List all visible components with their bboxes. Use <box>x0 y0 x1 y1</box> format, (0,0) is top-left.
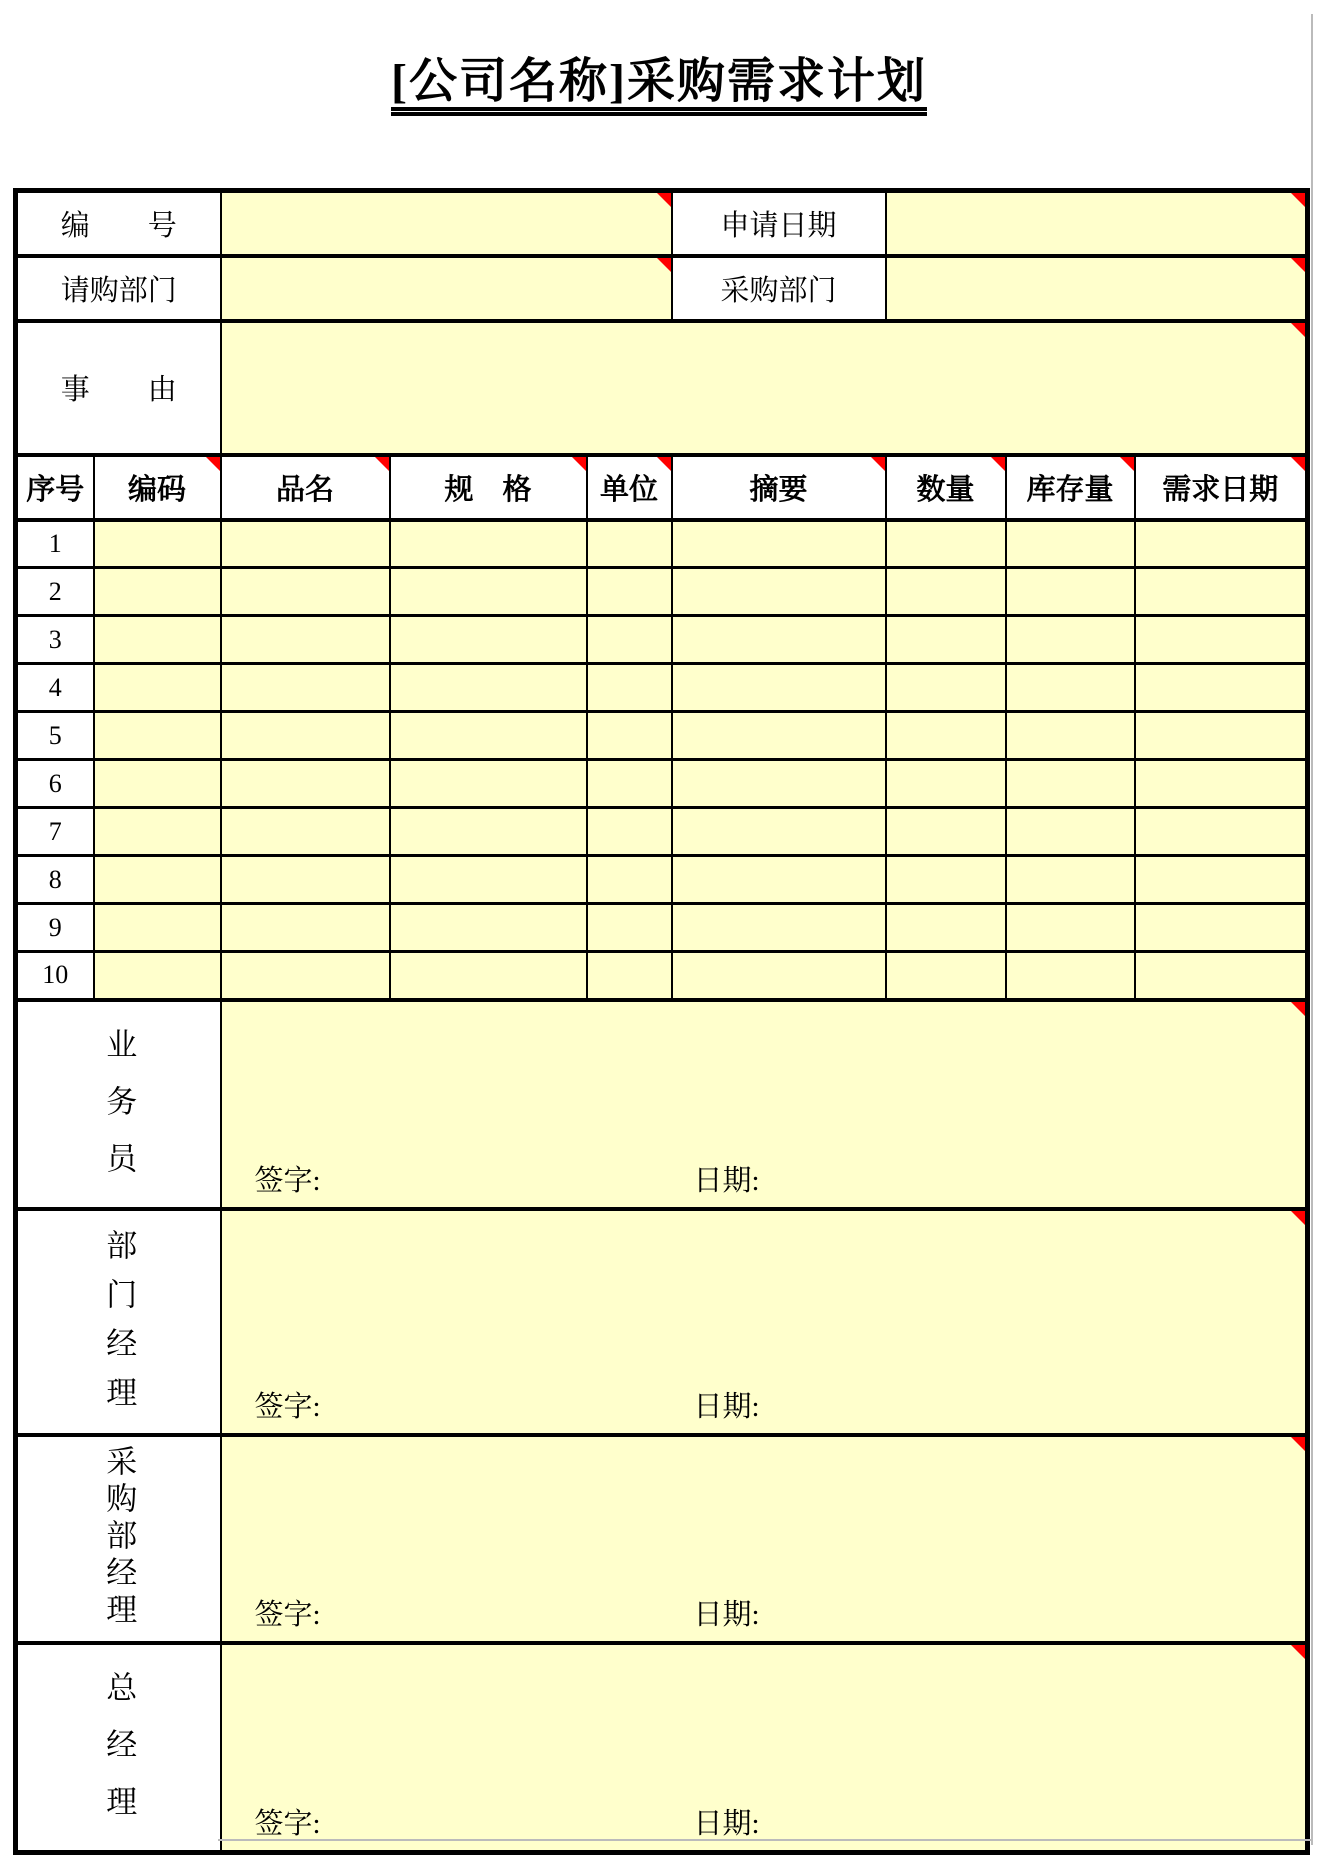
item-cell-date[interactable] <box>1135 856 1308 904</box>
column-header-summary <box>672 455 886 520</box>
item-cell-spec[interactable] <box>390 664 587 712</box>
item-cell-qty[interactable] <box>886 568 1006 616</box>
item-cell-summary[interactable] <box>672 568 886 616</box>
item-cell-date[interactable] <box>1135 760 1308 808</box>
purchase-dept-label: 采购部门 <box>672 256 886 321</box>
form-row-number <box>16 191 1308 256</box>
signature-label: 签字: <box>254 1807 321 1840</box>
page-title-text: [公司名称]采购需求计划 <box>391 55 927 108</box>
number-input-cell[interactable] <box>221 191 672 256</box>
comment-marker-icon <box>1291 1437 1305 1451</box>
approval-row-purchase-manager <box>16 1435 1308 1643</box>
item-cell-code[interactable] <box>94 568 221 616</box>
column-header-code-text: 编码 <box>128 473 187 506</box>
approver-role-label <box>16 1209 221 1435</box>
signature-label: 签字: <box>254 1390 321 1423</box>
column-header-spec-text: 规 格 <box>444 473 532 506</box>
signature-label: 签字: <box>254 1598 321 1631</box>
column-header-spec <box>390 455 587 520</box>
request-dept-input-cell[interactable] <box>221 256 672 321</box>
item-cell-name[interactable] <box>221 616 390 664</box>
date-label: 日期: <box>693 1164 760 1197</box>
table-row <box>16 856 1308 904</box>
item-cell-qty[interactable] <box>886 712 1006 760</box>
approver-role-label <box>16 1000 221 1209</box>
item-cell-name[interactable] <box>221 568 390 616</box>
item-cell-name[interactable] <box>221 712 390 760</box>
comment-marker-icon <box>657 258 671 272</box>
date-label: 日期: <box>693 1807 760 1840</box>
item-cell-spec[interactable] <box>390 808 587 856</box>
item-cell-spec[interactable] <box>390 904 587 952</box>
item-cell-stock[interactable] <box>1006 760 1135 808</box>
approval-signature-area[interactable] <box>221 1209 1308 1435</box>
item-cell-qty[interactable] <box>886 760 1006 808</box>
table-row <box>16 808 1308 856</box>
comment-marker-icon <box>1291 1211 1305 1225</box>
column-header-unit-text: 单位 <box>600 473 659 506</box>
item-cell-stock[interactable] <box>1006 712 1135 760</box>
table-row <box>16 520 1308 568</box>
item-cell-summary[interactable] <box>672 808 886 856</box>
item-cell-name[interactable] <box>221 904 390 952</box>
approver-role-label <box>16 1643 221 1853</box>
table-row <box>16 664 1308 712</box>
page-boundary-line <box>218 1839 1313 1841</box>
purchase-dept-input-cell[interactable] <box>886 256 1308 321</box>
item-cell-stock[interactable] <box>1006 664 1135 712</box>
approval-signature-area[interactable] <box>221 1643 1308 1853</box>
row-number: 5 <box>16 712 94 760</box>
item-cell-unit[interactable] <box>587 568 672 616</box>
item-cell-summary[interactable] <box>672 616 886 664</box>
item-cell-name[interactable] <box>221 808 390 856</box>
item-cell-stock[interactable] <box>1006 568 1135 616</box>
column-header-code <box>94 455 221 520</box>
item-cell-code[interactable] <box>94 520 221 568</box>
approval-row-salesperson <box>16 1000 1308 1209</box>
item-cell-qty[interactable] <box>886 520 1006 568</box>
item-cell-stock[interactable] <box>1006 616 1135 664</box>
approval-row-dept-manager <box>16 1209 1308 1435</box>
item-cell-qty[interactable] <box>886 808 1006 856</box>
approval-signature-area[interactable] <box>221 1435 1308 1643</box>
item-cell-name[interactable] <box>221 856 390 904</box>
item-cell-unit[interactable] <box>587 808 672 856</box>
item-cell-unit[interactable] <box>587 904 672 952</box>
column-header-name <box>221 455 390 520</box>
comment-marker-icon <box>572 457 586 471</box>
row-number: 3 <box>16 616 94 664</box>
item-cell-unit[interactable] <box>587 520 672 568</box>
comment-marker-icon <box>1291 1645 1305 1659</box>
item-cell-date[interactable] <box>1135 616 1308 664</box>
comment-marker-icon <box>657 193 671 207</box>
request-dept-label: 请购部门 <box>16 256 221 321</box>
apply-date-label: 申请日期 <box>672 191 886 256</box>
item-cell-name[interactable] <box>221 520 390 568</box>
form-row-reason <box>16 321 1308 455</box>
comment-marker-icon <box>1291 258 1305 272</box>
column-header-date <box>1135 455 1308 520</box>
item-cell-spec[interactable] <box>390 952 587 1000</box>
column-header-summary-text: 摘要 <box>749 473 808 506</box>
item-cell-unit[interactable] <box>587 856 672 904</box>
item-cell-code[interactable] <box>94 712 221 760</box>
approver-role-text: 部门经理 <box>101 1228 137 1425</box>
row-number: 1 <box>16 520 94 568</box>
column-header-qty-text: 数量 <box>916 473 975 506</box>
form-row-departments <box>16 256 1308 321</box>
row-number: 6 <box>16 760 94 808</box>
approver-role-label <box>16 1435 221 1643</box>
row-number: 9 <box>16 904 94 952</box>
item-cell-stock[interactable] <box>1006 520 1135 568</box>
signature-label: 签字: <box>254 1164 321 1197</box>
table-row <box>16 760 1308 808</box>
page-title <box>0 42 1318 111</box>
table-row <box>16 568 1308 616</box>
item-cell-summary[interactable] <box>672 664 886 712</box>
item-cell-qty[interactable] <box>886 952 1006 1000</box>
item-cell-summary[interactable] <box>672 856 886 904</box>
apply-date-input-cell[interactable] <box>886 191 1308 256</box>
item-cell-stock[interactable] <box>1006 808 1135 856</box>
table-row <box>16 712 1308 760</box>
item-cell-unit[interactable] <box>587 760 672 808</box>
item-cell-qty[interactable] <box>886 904 1006 952</box>
item-cell-spec[interactable] <box>390 520 587 568</box>
page-boundary-line <box>1311 14 1313 1845</box>
table-row <box>16 904 1308 952</box>
item-cell-spec[interactable] <box>390 568 587 616</box>
item-cell-name[interactable] <box>221 664 390 712</box>
item-cell-code[interactable] <box>94 904 221 952</box>
comment-marker-icon <box>1291 323 1305 337</box>
item-cell-unit[interactable] <box>587 664 672 712</box>
reason-input-cell[interactable] <box>221 321 1308 455</box>
item-cell-code[interactable] <box>94 760 221 808</box>
item-cell-date[interactable] <box>1135 664 1308 712</box>
item-cell-unit[interactable] <box>587 616 672 664</box>
column-header-stock <box>1006 455 1135 520</box>
column-header-name-text: 品名 <box>276 473 335 506</box>
item-cell-date[interactable] <box>1135 904 1308 952</box>
comment-marker-icon <box>1291 193 1305 207</box>
item-cell-code[interactable] <box>94 952 221 1000</box>
item-cell-stock[interactable] <box>1006 952 1135 1000</box>
item-cell-date[interactable] <box>1135 568 1308 616</box>
row-number: 4 <box>16 664 94 712</box>
row-number: 7 <box>16 808 94 856</box>
number-label: 编 号 <box>16 191 221 256</box>
table-row <box>16 616 1308 664</box>
item-cell-code[interactable] <box>94 808 221 856</box>
approver-role-text: 总经理 <box>101 1670 137 1842</box>
item-cell-name[interactable] <box>221 760 390 808</box>
date-label: 日期: <box>693 1390 760 1423</box>
item-cell-spec[interactable] <box>390 856 587 904</box>
column-header-qty <box>886 455 1006 520</box>
item-cell-spec[interactable] <box>390 712 587 760</box>
item-cell-date[interactable] <box>1135 520 1308 568</box>
item-cell-name[interactable] <box>221 952 390 1000</box>
item-cell-summary[interactable] <box>672 760 886 808</box>
item-cell-date[interactable] <box>1135 808 1308 856</box>
item-cell-summary[interactable] <box>672 952 886 1000</box>
item-cell-qty[interactable] <box>886 856 1006 904</box>
item-cell-code[interactable] <box>94 856 221 904</box>
table-row <box>16 952 1308 1000</box>
item-cell-date[interactable] <box>1135 712 1308 760</box>
comment-marker-icon <box>1291 1002 1305 1016</box>
comment-marker-icon <box>657 457 671 471</box>
item-cell-code[interactable] <box>94 616 221 664</box>
approval-row-general-manager <box>16 1643 1308 1853</box>
approver-role-text: 业务员 <box>101 1027 137 1199</box>
row-number: 8 <box>16 856 94 904</box>
row-number: 10 <box>16 952 94 1000</box>
reason-label: 事 由 <box>16 321 221 455</box>
item-cell-code[interactable] <box>94 664 221 712</box>
item-cell-qty[interactable] <box>886 664 1006 712</box>
date-label: 日期: <box>693 1598 760 1631</box>
row-number: 2 <box>16 568 94 616</box>
column-header-date-text: 需求日期 <box>1162 473 1279 506</box>
item-cell-qty[interactable] <box>886 616 1006 664</box>
comment-marker-icon <box>206 457 220 471</box>
comment-marker-icon <box>375 457 389 471</box>
item-cell-stock[interactable] <box>1006 904 1135 952</box>
procurement-form-table <box>13 188 1310 1855</box>
item-cell-unit[interactable] <box>587 712 672 760</box>
item-cell-summary[interactable] <box>672 712 886 760</box>
column-header-stock-text: 库存量 <box>1026 473 1114 506</box>
approval-signature-area[interactable] <box>221 1000 1308 1209</box>
items-header-row <box>16 455 1308 520</box>
item-cell-stock[interactable] <box>1006 856 1135 904</box>
item-cell-summary[interactable] <box>672 520 886 568</box>
approver-role-text: 采购部经理 <box>101 1445 137 1630</box>
column-header-seq: 序号 <box>16 455 94 520</box>
comment-marker-icon <box>871 457 885 471</box>
item-cell-date[interactable] <box>1135 952 1308 1000</box>
item-cell-summary[interactable] <box>672 904 886 952</box>
comment-marker-icon <box>991 457 1005 471</box>
item-cell-spec[interactable] <box>390 760 587 808</box>
item-cell-unit[interactable] <box>587 952 672 1000</box>
column-header-unit <box>587 455 672 520</box>
item-cell-spec[interactable] <box>390 616 587 664</box>
comment-marker-icon <box>1291 457 1305 471</box>
comment-marker-icon <box>1120 457 1134 471</box>
